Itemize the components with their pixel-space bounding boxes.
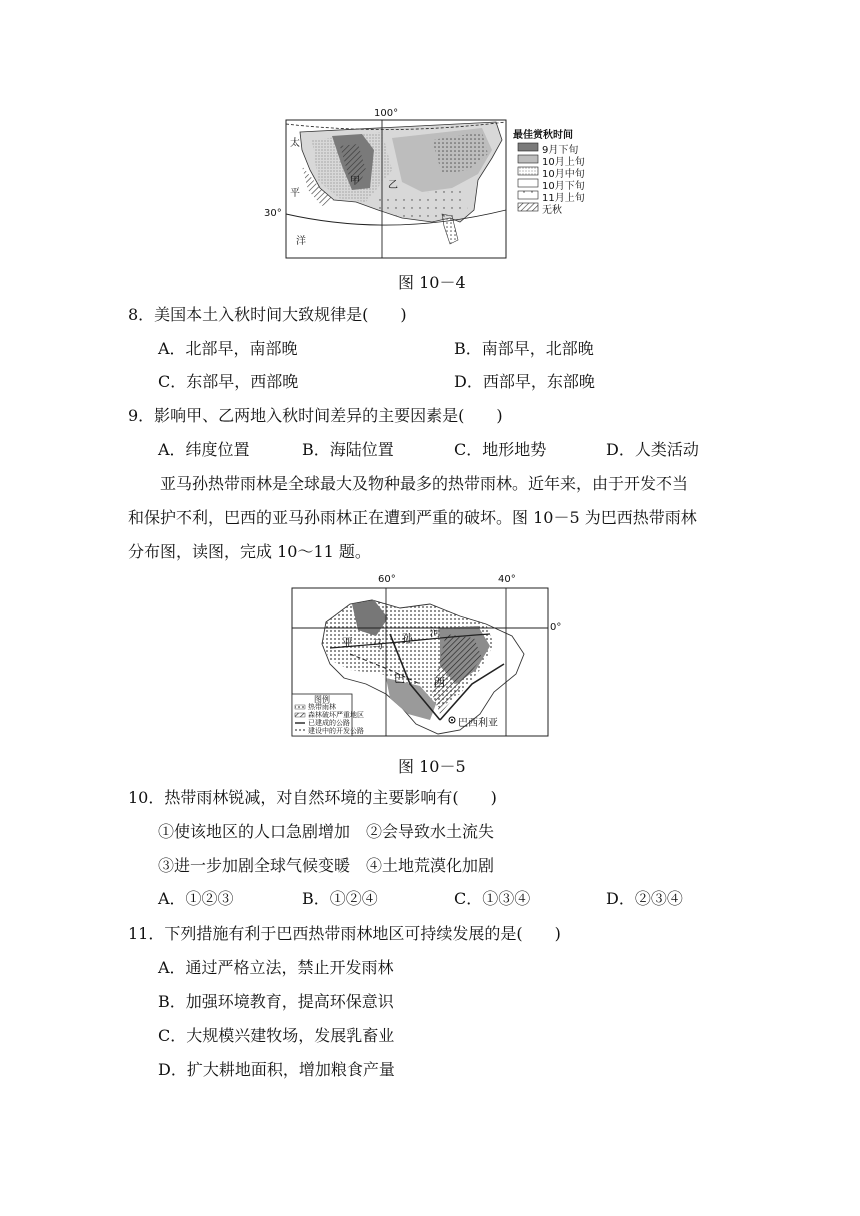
- legend-item-2: 10月上旬: [542, 157, 585, 168]
- country-char-1: 巴: [394, 672, 405, 685]
- legend-item-1: 9月下旬: [542, 145, 579, 156]
- region-char-1: 亚: [342, 636, 353, 649]
- capital-label: 巴西利亚: [458, 718, 498, 729]
- q10-statements-2: ③进一步加剧全球气候变暖 ④土地荒漠化加剧: [158, 856, 495, 875]
- legend-item-planned-road: 建设中的开发公路: [308, 727, 364, 735]
- legend-item-4: 10月下旬: [542, 181, 585, 192]
- q8-option-a: A．北部早，南部晚: [158, 339, 298, 358]
- q11-option-a: A．通过严格立法，禁止开发雨林: [158, 958, 394, 977]
- region-char-3: 孙: [402, 632, 413, 645]
- q10-option-c: C．①③④: [454, 889, 531, 908]
- q8-option-c: C．东部早，西部晚: [158, 372, 299, 391]
- lon-40-label: 40°: [498, 574, 516, 585]
- legend-item-built-road: 已建成的公路: [308, 719, 350, 727]
- q11-option-c: C．大规模兴建牧场，发展乳畜业: [158, 1026, 395, 1045]
- region-char-2: 马: [372, 638, 383, 651]
- passage-line-2: 和保护不利，巴西的亚马孙雨林正在遭到严重的破坏。图 10－5 为巴西热带雨林: [128, 508, 697, 527]
- ocean-char-3: 洋: [296, 236, 306, 247]
- q11-stem: 11．下列措施有利于巴西热带雨林地区可持续发展的是( ): [128, 924, 561, 943]
- legend-title: 最佳赏秋时间: [513, 130, 573, 141]
- label-yi: 乙: [388, 180, 398, 191]
- q10-option-b: B．①②④: [302, 889, 378, 908]
- figure-10-4: [264, 108, 628, 260]
- q9-option-d: D．人类活动: [606, 440, 699, 459]
- q8-option-d: D．西部早，东部晚: [454, 372, 595, 391]
- q10-option-a: A．①②③: [158, 889, 234, 908]
- q11-option-d: D．扩大耕地面积，增加粮食产量: [158, 1060, 395, 1079]
- lon-60-label: 60°: [378, 574, 396, 585]
- caption-10-5: 图 10－5: [398, 757, 466, 776]
- q9-option-a: A．纬度位置: [158, 440, 250, 459]
- legend-item-3: 10月中旬: [542, 169, 585, 180]
- lat-0-label: 0°: [550, 622, 562, 633]
- lon-100-label: 100°: [374, 108, 399, 119]
- legend-item-deforestation: 森林破坏严重地区: [308, 711, 364, 719]
- country-char-2: 西: [434, 676, 445, 689]
- region-char-4: 河: [430, 626, 441, 639]
- q9-stem: 9．影响甲、乙两地入秋时间差异的主要因素是( ): [128, 406, 503, 425]
- q8-option-b: B．南部早，北部晚: [454, 339, 594, 358]
- q8-stem: 8．美国本土入秋时间大致规律是( ): [128, 305, 407, 324]
- figure-10-5: [290, 574, 590, 740]
- q9-option-c: C．地形地势: [454, 440, 547, 459]
- caption-10-4: 图 10－4: [398, 273, 466, 292]
- legend-title: 图例: [314, 695, 330, 704]
- legend-item-6: 无秋: [542, 205, 562, 216]
- q10-stem: 10．热带雨林锐减，对自然环境的主要影响有( ): [128, 788, 497, 807]
- legend-item-rainforest: 热带雨林: [308, 703, 336, 711]
- legend-item-5: 11月上旬: [542, 193, 585, 204]
- ocean-char-1: 太: [290, 138, 300, 149]
- q9-option-b: B．海陆位置: [302, 440, 394, 459]
- ocean-char-2: 平: [290, 188, 300, 199]
- passage-line-3: 分布图，读图，完成 10～11 题。: [128, 542, 371, 561]
- lat-30-label: 30°: [264, 208, 282, 219]
- q10-statements-1: ①使该地区的人口急剧增加 ②会导致水土流失: [158, 822, 495, 841]
- legend-swatches: [518, 143, 538, 211]
- q10-option-d: D．②③④: [606, 889, 683, 908]
- label-jia: 甲: [350, 176, 360, 187]
- passage-line-1: 亚马孙热带雨林是全球最大及物种最多的热带雨林。近年来，由于开发不当: [160, 474, 689, 493]
- q11-option-b: B．加强环境教育，提高环保意识: [158, 992, 394, 1011]
